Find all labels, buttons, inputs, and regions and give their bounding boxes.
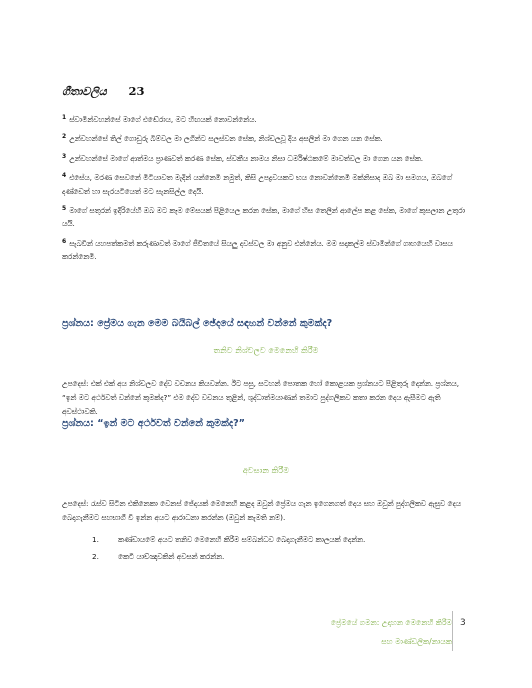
verse-number: 3 [62, 152, 67, 160]
verse-text: උන්වහන්සේ තිල් ගොඩුරු බිම්වල මා ලගින්ට සලස්වන සේක, නිශ්චලවූ දිය අසලින් මා ගෙන යන සේක. [69, 134, 383, 144]
footer-title-line2: සහ මාණ්ඩලික/නායක [381, 637, 452, 646]
page-number: 3 [460, 618, 466, 628]
psalm-verses [62, 111, 466, 268]
footer-divider [452, 611, 453, 651]
verse-number: 6 [62, 237, 67, 245]
verse [62, 202, 466, 231]
instruction-paragraph-2: උපදෙස්: රැස්ව සිටින එකිනෙකා වෙනස් ජේදයක් මෙනෙහි කළද ඔවුන් ප්‍රේමය ගැන ඉගෙනගත් දෙය සහ ඔවුන් පුද්ගලිකව ඇසුව දෙය බෙදාගැනීමට සහභාගී වී ඉන්න අයට ආරාධනා කරන්න (ඔවුන් කැමති නම්). [62, 499, 461, 522]
list-item-text: කෙටි යාච්ඤාවකින් අවසන් කරන්න. [118, 551, 225, 561]
list-item-number: 2. [92, 552, 99, 561]
verse-text: සැබවින් යහපත්කමත් කරුණාවත් මාගේ ජීවිතයේ සියලු දවස්වල මා අනුව එන්නේය. මම සදාකල්ම ස්වාමීන්ගේ ගෘහයෙහි වාසය කරන්නෙමි. [62, 238, 453, 262]
footer-title-line1: ප්‍රේමයේ ගමන: උදාහන මෙනෙහි කිරීම [330, 618, 452, 627]
section-subheading-2: අවසාන කිරීම [242, 465, 290, 475]
verse-text: එසේය, මරණ සෙවනේ මිටියාවත මැදින් යන්නෙමි නමුත්, කිසි උපද්‍රවයකට භය නොවන්නෙමි මක්නිසාද ඔබ මා සමගය, ඔබගේ දණ්ඩෙත් හා සැරයටියෙත් මට සැනසිල්ල දෙයි. [62, 173, 452, 196]
verse-number: 2 [62, 133, 67, 141]
verse-number: 4 [62, 172, 67, 180]
verse-number: 1 [62, 114, 67, 121]
verse [62, 130, 466, 145]
verse-text: උන්වහන්සේ මාගේ ආත්මය ප්‍රාණවත් කරණ සේක, ස්වකීය නාමය නිසා ධර්මිෂ්ඨකමේ මාවත්වල මා ගෙන යන සේක. [69, 153, 424, 163]
verse-text: මාගේ සතුරන් ඉදිරියේහි ඔබ මට කෑම මේසයක් පිළියෙල කරන සේක, මාගේ හිස තෙලින් ආලේප කළ සේක, මාගේ කුසලාන උතුරා යයි. [62, 206, 465, 229]
steps-list [92, 531, 365, 565]
verse-number: 5 [62, 205, 67, 213]
verse [62, 150, 466, 165]
list-item-number: 1. [92, 535, 99, 544]
psalm-heading [62, 84, 145, 99]
verse-text: ස්වාමීන්වහන්සේ මාගේ එඬේරාය, මට හිඟයක් නොවන්නේය. [69, 115, 257, 124]
list-item [92, 531, 365, 548]
question-heading-1: ප්‍රශ්නය: ප්‍රේමය ගැන මෙම බයිබල් ඡේදයේ සඳහන් වන්නේ කුමක්ද? [62, 318, 333, 329]
verse [62, 111, 466, 126]
verse [62, 235, 466, 264]
heading-label: ගීතාවලිය [62, 85, 107, 98]
question-heading-2: ප්‍රශ්නය: “ඉන් මට අර්ථවත් වන්නේ කුමක්ද?” [62, 418, 245, 429]
verse [62, 169, 466, 198]
section-subheading-1: තනිව නිශ්චලව මෙනෙහි කිරීම [213, 345, 319, 355]
list-item [92, 548, 365, 565]
list-item-text: කණ්ඩායමේ අයට තනිව මෙනෙහි කිරීම සම්බන්ධව බෙදාගැනීමට කාලයක් දෙන්න. [118, 534, 366, 544]
instruction-paragraph-1: උපදෙස්: එක් එක් අය නිශ්චලව දේව වචනය කියවන්න. ඊට පසු, සටහන් පොතක හෝ කොළයක ප්‍රශ්නයට පිළිතුරු දෙන්න. ප්‍රශ්නය, “ඉන් මට අර්ථවත් වන්නේ කුමක්ද?” එම දේව වචනය තුළින්, ශුද්ධාත්මයාණන් තමාට පුද්ගලිකව කතා කරන දෙය ඇසීමට ඇති අවස්ථාවකි. [62, 379, 460, 416]
heading-number: 23 [128, 84, 145, 98]
